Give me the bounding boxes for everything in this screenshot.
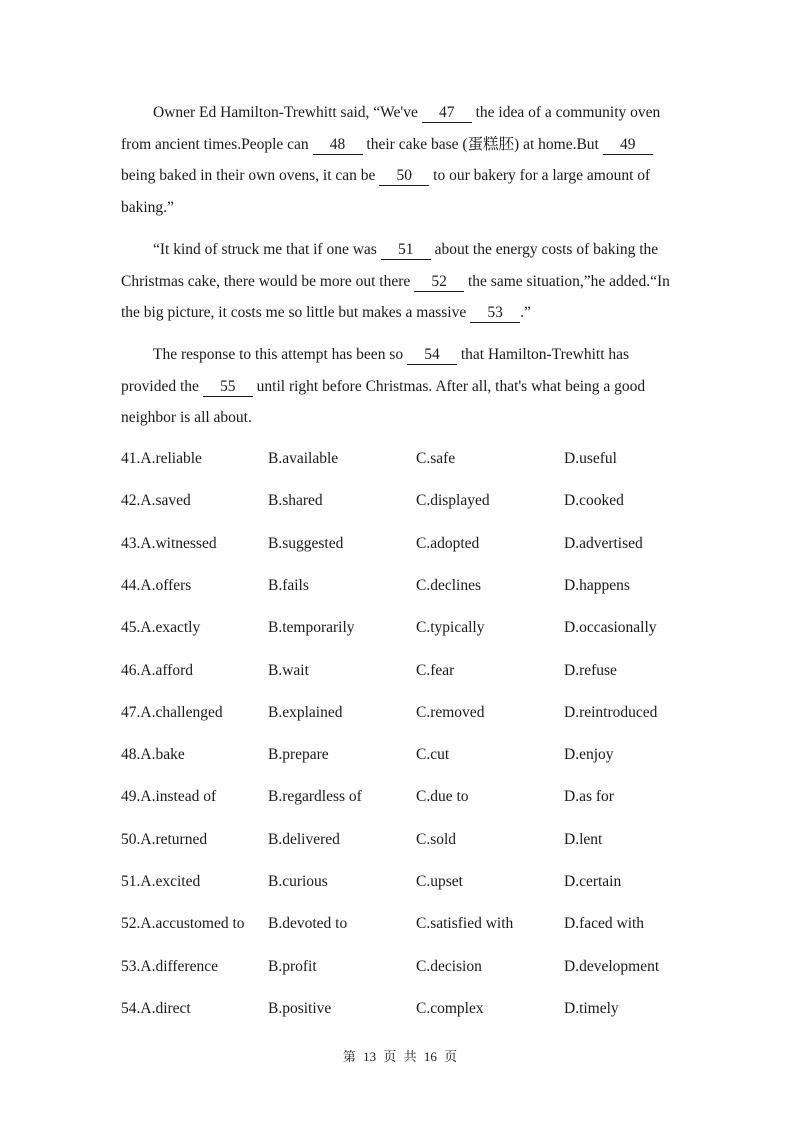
option-row (121, 486, 721, 516)
option-a: 49.A.instead of (121, 788, 217, 806)
footer-total-pages: 16 (423, 1049, 437, 1064)
option-a: 41.A.reliable (121, 450, 202, 467)
option-d: D.faced with (564, 915, 645, 933)
option-a: 45.A.exactly (121, 619, 201, 637)
option-c: C.declines (416, 576, 481, 594)
blank-52: 52 (414, 273, 464, 292)
option-b: B.temporarily (268, 619, 355, 637)
option-a: 47.A.challenged (121, 703, 223, 721)
footer-suffix: 页 (444, 1049, 458, 1064)
option-c: C.complex (416, 999, 484, 1017)
passage-text: “It kind of struck me that if one was (153, 241, 381, 258)
option-c: C.sold (416, 830, 457, 848)
paragraph (121, 339, 681, 434)
option-b: B.profit (268, 957, 317, 975)
option-row (121, 698, 721, 728)
option-row (121, 571, 721, 601)
option-d: D.lent (564, 830, 603, 848)
option-c: C.satisfied with (416, 915, 514, 933)
blank-50: 50 (379, 167, 429, 186)
paragraph (121, 97, 681, 223)
passage-text: .” (520, 304, 531, 321)
option-row (121, 444, 721, 474)
option-a: 48.A.bake (121, 746, 185, 764)
option-a: 43.A.witnessed (121, 534, 217, 552)
option-b: B.regardless of (268, 788, 362, 806)
option-c: C.upset (416, 873, 463, 890)
page-footer (0, 1046, 800, 1065)
passage-text: Owner Ed Hamilton-Trewhitt said, “We've (153, 104, 422, 121)
passage-text: about the energy costs of baking the Christmas cake, there would be more out there (121, 241, 659, 290)
option-row (121, 740, 721, 770)
option-b: B.prepare (268, 746, 329, 764)
option-c: C.displayed (416, 492, 490, 510)
option-a: 53.A.difference (121, 957, 218, 975)
footer-mid2: 共 (403, 1049, 417, 1064)
option-b: B.fails (268, 576, 309, 594)
option-b: B.positive (268, 999, 332, 1017)
option-d: D.refuse (564, 661, 617, 679)
passage-text: their cake base (蛋糕胚) at home.But (362, 135, 603, 153)
footer-mid1: 页 (383, 1049, 397, 1064)
option-row (121, 613, 721, 643)
option-a: 44.A.offers (121, 576, 192, 594)
option-b: B.delivered (268, 830, 340, 848)
option-c: C.adopted (416, 534, 480, 552)
passage-text: until right before Christmas. After all, that's what being a good neighbor is all about. (121, 377, 646, 426)
passage-text: the same situation,”he added.“In the big picture, it costs me so little but makes a massive (121, 272, 670, 321)
blank-49: 49 (603, 136, 653, 155)
footer-prefix: 第 (342, 1049, 356, 1064)
blank-55: 55 (203, 378, 253, 397)
blank-47: 47 (422, 104, 472, 123)
option-a: 51.A.excited (121, 873, 201, 890)
option-d: D.as for (564, 788, 614, 806)
option-d: D.useful (564, 450, 617, 467)
option-a: 50.A.returned (121, 830, 208, 848)
option-row (121, 867, 721, 897)
option-c: C.due to (416, 788, 469, 806)
option-d: D.cooked (564, 492, 624, 510)
blank-53: 53 (470, 304, 520, 323)
option-a: 42.A.saved (121, 492, 191, 510)
option-b: B.suggested (268, 534, 344, 552)
blank-51: 51 (381, 241, 431, 260)
option-d: D.occasionally (564, 619, 657, 637)
option-c: C.typically (416, 619, 485, 637)
option-b: B.devoted to (268, 915, 348, 933)
option-d: D.certain (564, 873, 622, 890)
option-d: D.timely (564, 999, 619, 1017)
option-b: B.shared (268, 492, 323, 510)
option-row (121, 656, 721, 686)
option-b: B.wait (268, 661, 309, 679)
option-d: D.happens (564, 576, 630, 594)
passage-text: being baked in their own ovens, it can be (121, 167, 380, 184)
blank-54: 54 (407, 346, 457, 365)
option-b: B.available (268, 450, 339, 467)
option-row (121, 825, 721, 855)
option-b: B.explained (268, 703, 343, 721)
option-c: C.safe (416, 450, 456, 467)
footer-current-page: 13 (363, 1049, 377, 1064)
option-a: 46.A.afford (121, 661, 194, 679)
option-d: D.advertised (564, 534, 643, 552)
option-a: 52.A.accustomed to (121, 915, 245, 933)
option-row (121, 909, 721, 939)
passage-text: the idea of a community oven from ancient times.People can (121, 104, 661, 153)
passage-text: that Hamilton-Trewhitt has provided the (121, 346, 630, 395)
option-row (121, 782, 721, 812)
option-c: C.cut (416, 746, 450, 764)
option-c: C.fear (416, 661, 455, 679)
option-c: C.removed (416, 703, 485, 721)
option-b: B.curious (268, 873, 328, 890)
paragraph (121, 234, 681, 329)
passage-text: The response to this attempt has been so (153, 346, 407, 363)
option-row (121, 952, 721, 982)
option-d: D.enjoy (564, 746, 614, 764)
option-d: D.development (564, 957, 660, 975)
option-c: C.decision (416, 957, 482, 975)
option-row (121, 994, 721, 1024)
option-row (121, 529, 721, 559)
passage-text: to our bakery for a large amount of baking.” (121, 167, 651, 216)
option-a: 54.A.direct (121, 999, 191, 1017)
blank-48: 48 (313, 136, 363, 155)
option-d: D.reintroduced (564, 703, 658, 721)
